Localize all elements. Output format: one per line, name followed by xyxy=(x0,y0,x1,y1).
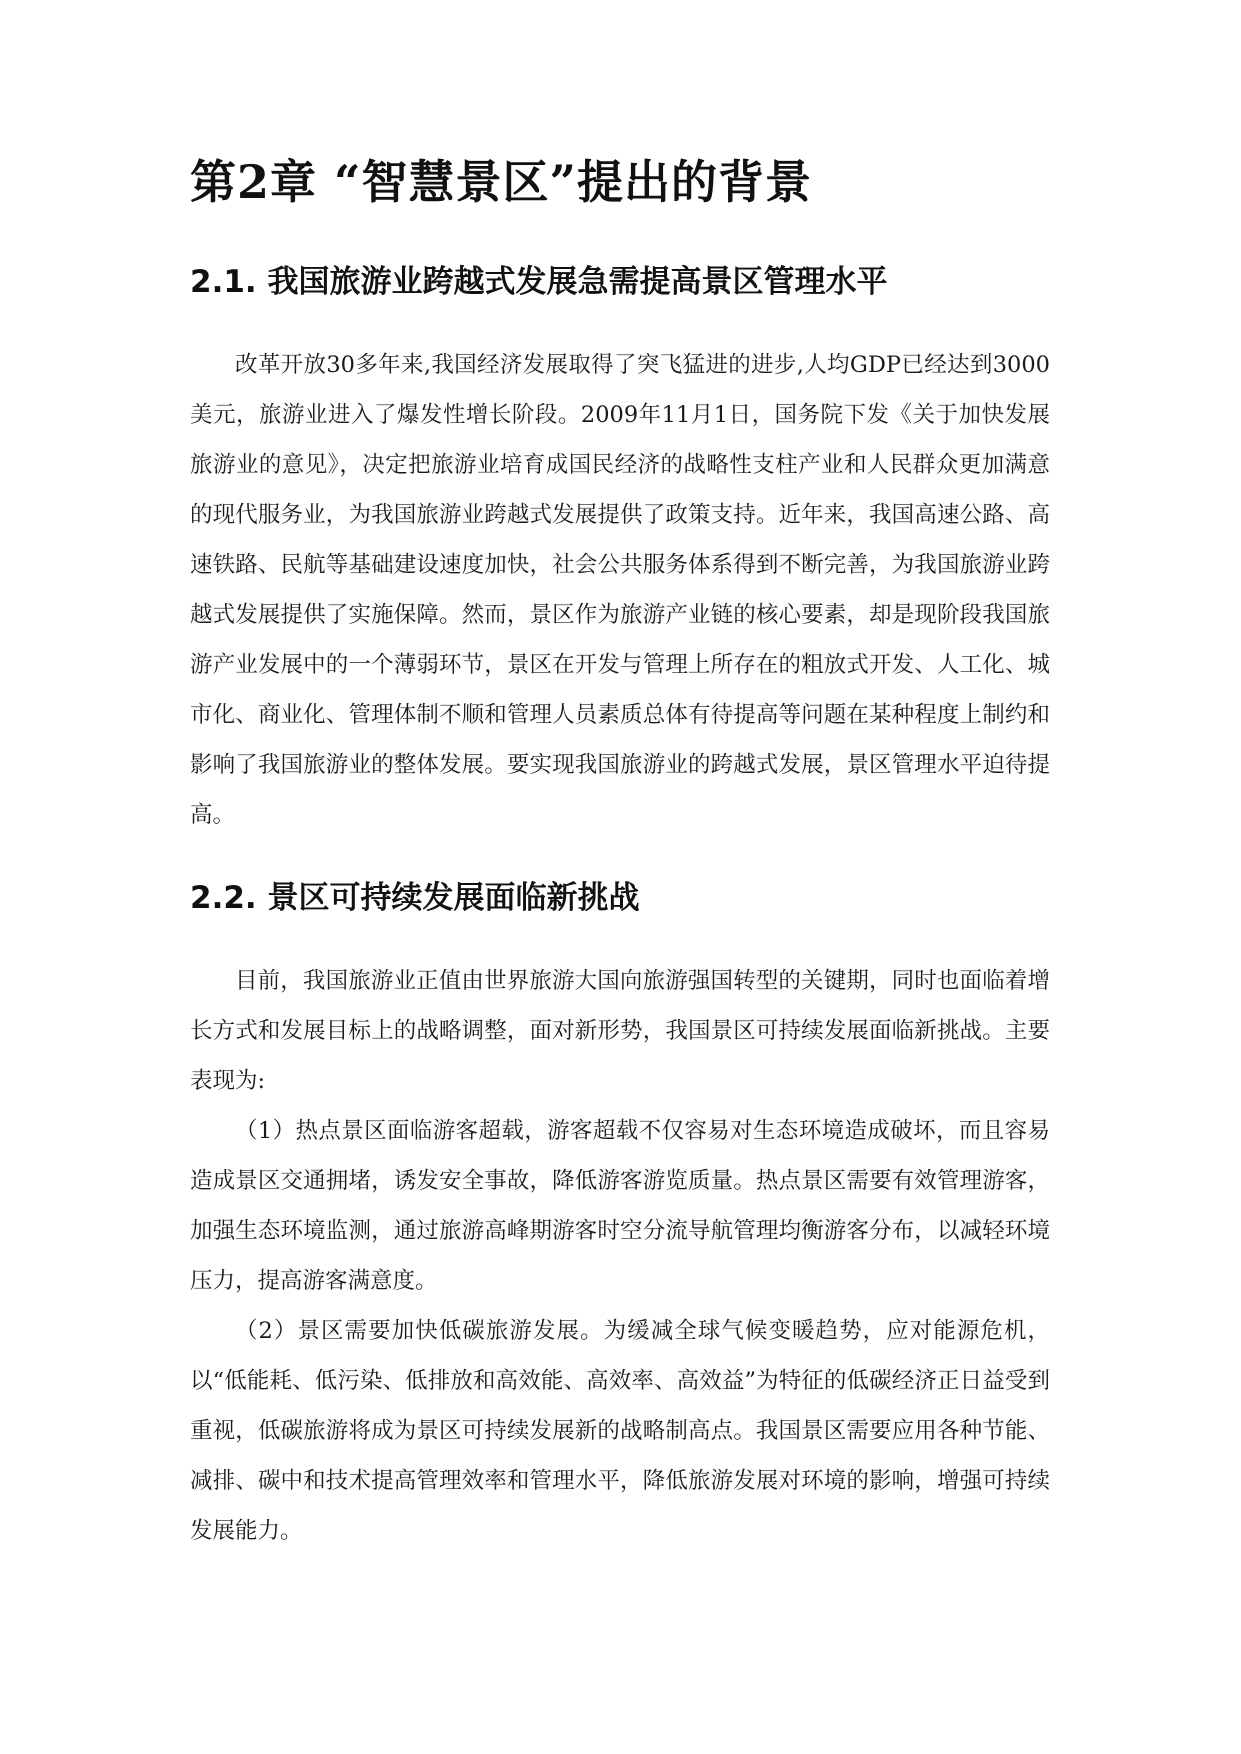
section-2-1-paragraph-1: 改革开放30多年来,我国经济发展取得了突飞猛进的进步,人均GDP已经达到3000美元，旅游业进入了爆发性增长阶段。2009年11月1日，国务院下发《关于加快发展旅游业的意见》，决定把旅游业培育成国民经济的战略性支柱产业和人民群众更加满意的现代服务业，为我国旅游业跨越式发展提供了政策支持。近年来，我国高速公路、高速铁路、民航等基础建设速度加快，社会公共服务体系得到不断完善，为我国旅游业跨越式发展提供了实施保障。然而，景区作为旅游产业链的核心要素，却是现阶段我国旅游产业发展中的一个薄弱环节，景区在开发与管理上所存在的粗放式开发、人工化、城市化、商业化、管理体制不顺和管理人员素质总体有待提高等问题在某种程度上制约和影响了我国旅游业的整体发展。要实现我国旅游业的跨越式发展，景区管理水平迫待提高。 xyxy=(190,352,1050,828)
section-heading-2-2: 2.2. 景区可持续发展面临新挑战 xyxy=(190,880,640,916)
document-body xyxy=(190,150,1050,1556)
chapter-title: 第2章 “智慧景区”提出的背景 xyxy=(190,155,812,209)
section-2-2-item-2: （2）景区需要加快低碳旅游发展。为缓减全球气候变暖趋势，应对能源危机，以“低能耗、低污染、低排放和高效能、高效率、高效益”为特征的低碳经济正日益受到重视，低碳旅游将成为景区可持续发展新的战略制高点。我国景区需要应用各种节能、减排、碳中和技术提高管理效率和管理水平，降低旅游发展对环境的影响，增强可持续发展能力。 xyxy=(190,1318,1050,1544)
section-2-2-item-1: （1）热点景区面临游客超载，游客超载不仅容易对生态环境造成破坏，而且容易造成景区交通拥堵，诱发安全事故，降低游客游览质量。热点景区需要有效管理游客，加强生态环境监测，通过旅游高峰期游客时空分流导航管理均衡游客分布，以减轻环境压力，提高游客满意度。 xyxy=(190,1118,1050,1294)
section-heading-2-1: 2.1. 我国旅游业跨越式发展急需提高景区管理水平 xyxy=(190,264,888,300)
section-2-2-paragraph-intro: 目前，我国旅游业正值由世界旅游大国向旅游强国转型的关键期，同时也面临着增长方式和发展目标上的战略调整，面对新形势，我国景区可持续发展面临新挑战。主要表现为: xyxy=(190,968,1050,1094)
